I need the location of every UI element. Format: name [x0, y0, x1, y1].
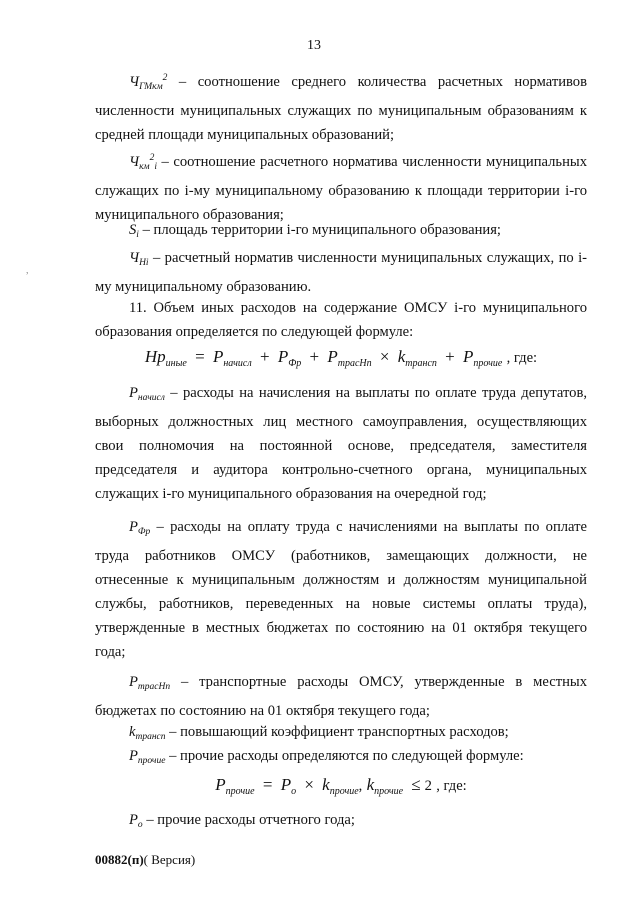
term-4-subscript: трансп	[405, 358, 437, 369]
definition-text: – площадь территории i-го муниципального образования;	[138, 222, 501, 238]
symbol-subscript: Hi	[139, 258, 149, 268]
definition-p-fr	[95, 515, 587, 664]
formula-tail: , где:	[436, 778, 467, 794]
symbol-subscript: трасНп	[137, 682, 171, 692]
formula-rhs: 2	[424, 778, 432, 794]
term-2: P	[277, 347, 289, 366]
definition-text: – расчетный норматив численности муниципальных служащих, по i-му муниципальному образованию.	[95, 250, 587, 295]
term-2-subscript: Фр	[288, 358, 302, 369]
term-3-subscript: прочие	[374, 786, 404, 797]
formula-lhs-subscript: прочие	[225, 786, 255, 797]
formula-tail: , где:	[506, 350, 538, 366]
formula-lhs: Нр	[144, 347, 166, 366]
symbol-superscript: 2	[149, 153, 155, 163]
symbol-subscript: трансп	[135, 732, 166, 742]
term-1-subscript: начисл	[223, 358, 252, 369]
definition-text: – прочие расходы определяются по следующей формуле:	[165, 748, 524, 764]
page-number: 13	[307, 38, 321, 53]
term-5-subscript: прочие	[473, 358, 503, 369]
definition-p-nachisl	[95, 381, 587, 506]
definition-text: – транспортные расходы ОМСУ, утвержденные в местных бюджетах по состоянию на 01 октября текущего года;	[95, 674, 587, 719]
document-footer	[95, 852, 195, 868]
symbol: S	[129, 222, 137, 238]
definition-text: – соотношение расчетного норматива численности муниципальных служащих по i-му муниципальному образованию к площади территории i-го муниципального образования;	[95, 154, 587, 223]
definition-s-i	[95, 218, 587, 247]
definition-text: – расходы на начисления на выплаты по оплате труда депутатов, выборных должностных лиц местного самоуправления, осуществляющих свои полномочия на постоянной основе, председателя, заместителя председателя и аудитора контрольно-счетного органа, муниципальных служащих i-го муниципального образования на очередной год;	[95, 385, 587, 502]
symbol-subscript: Фр	[137, 527, 151, 537]
symbol: Ч	[129, 154, 140, 170]
symbol: P	[129, 519, 138, 535]
symbol-subscript: ГМкм	[139, 82, 163, 92]
term-4: k	[397, 347, 406, 366]
definition-ch-hi	[95, 246, 587, 299]
term-1-subscript: o	[291, 786, 297, 797]
symbol-subscript: прочие	[137, 756, 166, 766]
symbol: Ч	[129, 74, 140, 90]
definition-text: – соотношение среднего количества расчетных нормативов численности муниципальных служащих по муниципальным образованиям к средней площади муниципальных образований;	[95, 74, 587, 143]
definition-p-transp	[95, 670, 587, 723]
formula-lhs: P	[215, 775, 226, 794]
definition-text: – расходы на оплату труда с начислениями на выплаты по оплате труда работников ОМСУ (работников, замещающих должности, не отнесенные к муниципальным должностям и должностям муниципальной службы, работников, переведенных на новые системы оплаты труда), утвержденные в местных бюджетах по состоянию на 01 октября текущего года;	[95, 519, 587, 660]
term-3: P	[327, 347, 338, 366]
formula-other-expenses: $Нр_{иные} = P_{начисл} + P_{Фр} + P_{трасНп} \times k_{трансп} + P_{прочие}$ , где:	[144, 347, 538, 369]
term-3: k	[366, 775, 375, 794]
symbol-superscript: 2	[162, 73, 168, 83]
definition-ch-gmkm	[95, 66, 587, 147]
definition-text: – прочие расходы отчетного года;	[142, 812, 355, 828]
symbol: P	[129, 748, 138, 764]
symbol-subscript: км	[139, 162, 150, 172]
document-code: 00882(п)	[95, 852, 144, 867]
term-1: P	[212, 347, 224, 366]
symbol-subscript-2: i	[154, 162, 157, 172]
definition-text: – повышающий коэффициент транспортных расходов;	[165, 724, 509, 740]
formula-prochie: $P_{прочие} = P_o \times k_{прочие}$, $k_{прочие} \le 2$ , где:	[215, 775, 467, 797]
term-2-subscript: прочие	[329, 786, 359, 797]
term-3-subscript: трасНп	[337, 358, 372, 369]
symbol: Ч	[129, 250, 140, 266]
definition-p-o	[95, 808, 587, 837]
definition-ch-km-i	[95, 146, 587, 227]
term-5: P	[463, 347, 474, 366]
paragraph-11: 11. Объем иных расходов на содержание ОМСУ i-го муниципального образования определяется по следующей формуле:	[95, 300, 587, 340]
formula-lhs-subscript: иные	[165, 358, 187, 369]
symbol-subscript: o	[137, 820, 143, 830]
symbol-subscript: начисл	[137, 393, 165, 403]
symbol: P	[129, 812, 138, 828]
symbol: k	[129, 724, 136, 740]
symbol: P	[129, 385, 138, 401]
definition-p-prochie	[95, 744, 587, 773]
margin-mark: ,	[26, 265, 29, 276]
symbol-subscript: i	[136, 230, 139, 240]
term-1: P	[280, 775, 292, 794]
symbol: P	[129, 674, 138, 690]
document-version: ( Версия)	[143, 852, 196, 867]
term-2: k	[322, 775, 330, 794]
